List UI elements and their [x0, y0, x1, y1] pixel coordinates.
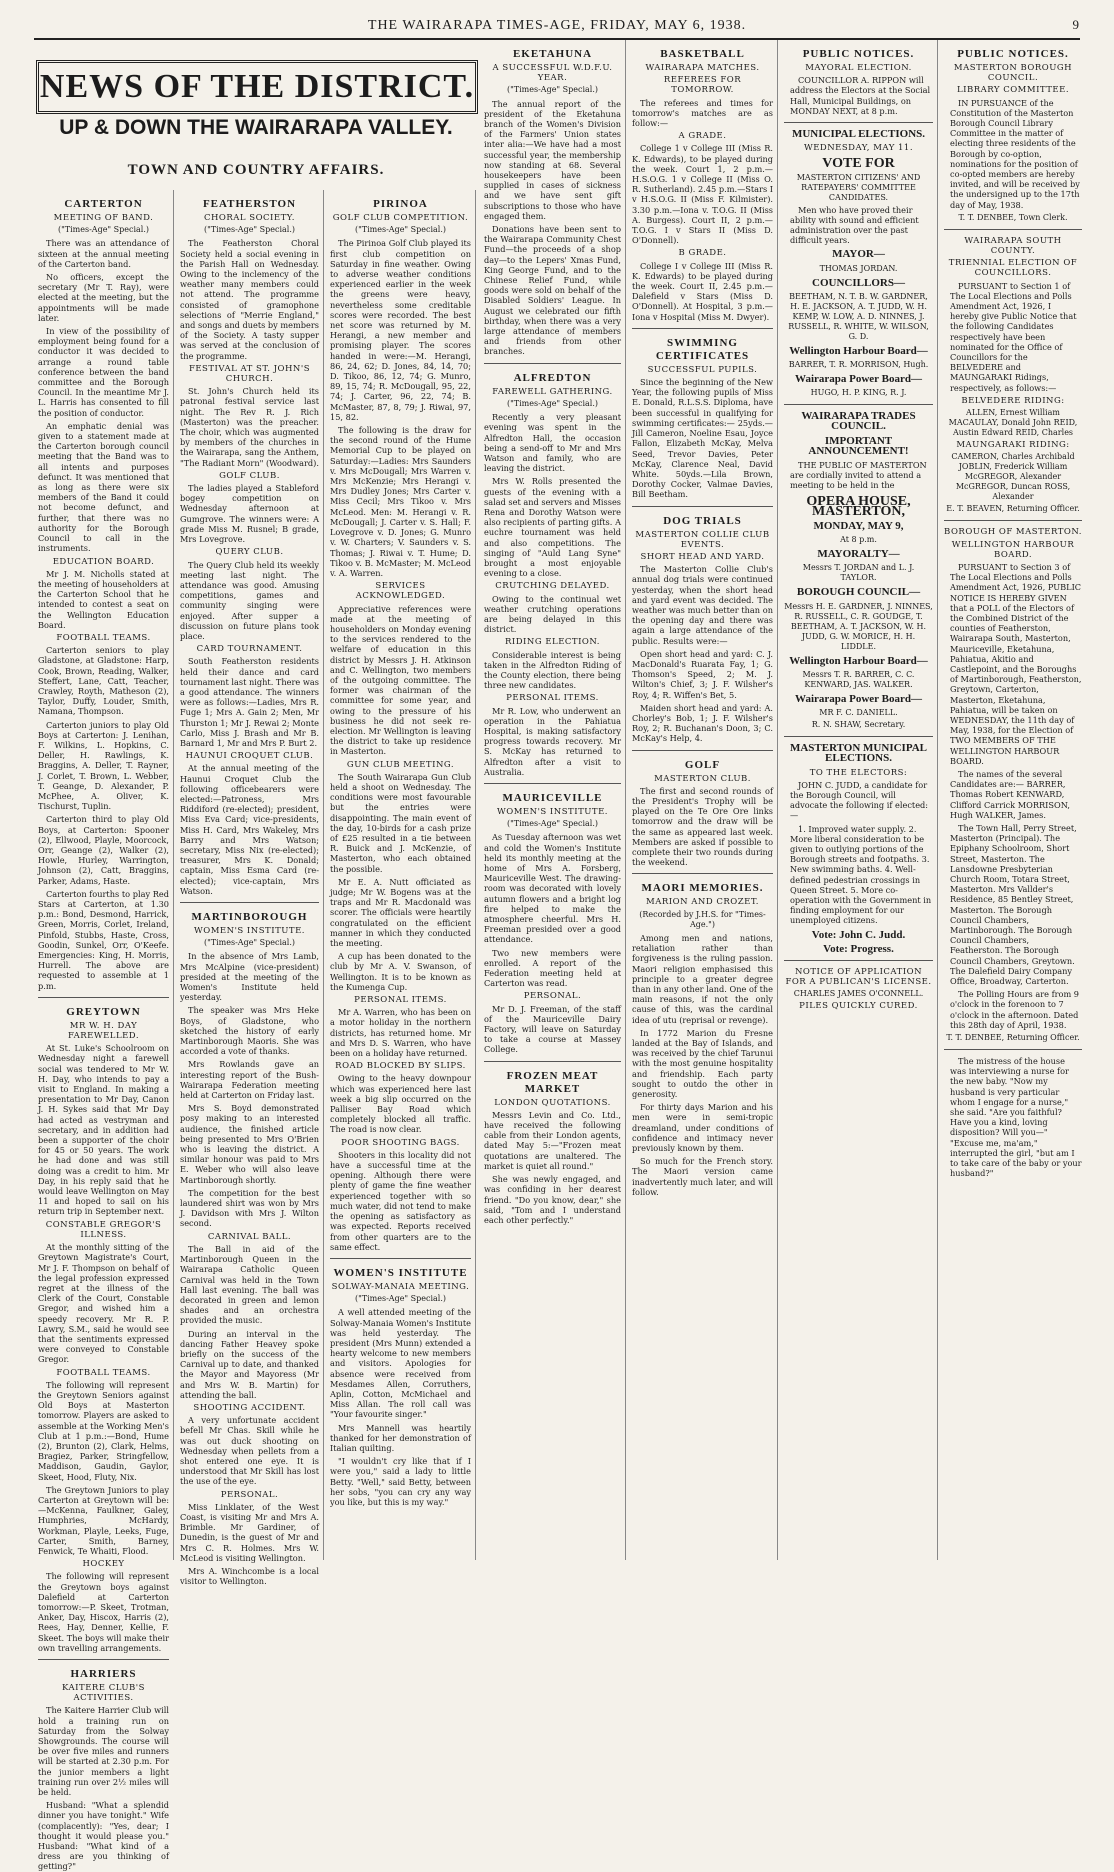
paragraph: The referees and times for tomorrow's matches are as follow:—	[632, 97, 773, 129]
paragraph: College I v College III (Miss R. K. Edwards) to be played during the week. Court II, 2.45 p.m.—Dalefield v Stars (Miss D. O'Donnell). At Hospital, 3 p.m.—Iona v Hospital (Miss M. Dwyer).	[632, 260, 773, 322]
vote-judd: Vote: John C. Judd.	[811, 928, 906, 941]
special-tag: ("Times-Age" Special.)	[506, 819, 599, 829]
heading-dog-trials: DOG TRIALS	[663, 514, 742, 527]
paragraph: The Greytown Juniors to play Carterton at Greytown will be:—McKenna, Faulkner, Galey, Humphries, McHardy, Workman, Playle, Leeks, Fuge, Carter, Smith, Barney, Fenwick, Te Whaiti, Flood.	[38, 1484, 169, 1556]
power-board-heading: Wairarapa Power Board—	[795, 373, 922, 386]
subheading: SHORT HEAD AND YARD.	[640, 551, 765, 562]
paragraph: "I wouldn't cry like that if I were you," said a lady to little Betty. "Well," said Betty, between her sobs, "you can cry any way you like, but this is my way."	[330, 1456, 471, 1507]
special-tag: ("Times-Age" Special.)	[506, 398, 599, 408]
special-tag: ("Times-Age" Special.)	[354, 1294, 447, 1304]
heading-maori-memories: MAORI MEMORIES.	[641, 882, 764, 895]
subheading: FESTIVAL AT ST. JOHN'S CHURCH.	[188, 363, 311, 385]
column-featherston	[176, 190, 324, 1587]
divider	[944, 1049, 1082, 1050]
subheading: HOCKEY	[82, 1559, 125, 1570]
paragraph: In the absence of Mrs Lamb, Mrs McAlpine (vice-president) presided at the meeting of the Women's Institute held yesterday.	[180, 951, 319, 1003]
subheading: MASTERTON BOROUGH COUNCIL.	[953, 63, 1073, 84]
paragraph: Miss Linklater, of the West Coast, is visiting Mr and Mrs A. Brimble. Mr Gardiner, of Dunedin, is the guest of Mr and Mrs C. R. Holmes. Mrs W. McLeod is visiting Wellington.	[180, 1501, 319, 1563]
paragraph: The competition for the best laundered shirt was won by Mrs J. Davidson with Mrs J. Wilton second.	[180, 1187, 319, 1229]
heading-martinborough: MARTINBOROUGH	[191, 911, 308, 923]
paragraph: Two new members were enrolled. A report of the Federation meeting held at Carterton was read.	[484, 947, 621, 989]
subheading: MR W. H. DAY FAREWELLED.	[67, 1020, 140, 1042]
paragraph: Mr A. Warren, who has been on a motor holiday in the northern districts, has returned home. Mr and Mrs D. S. Warren, who have been on a holiday have returned.	[330, 1007, 471, 1059]
heading-swimming: SWIMMING CERTIFICATES	[655, 336, 750, 362]
paragraph: An emphatic denial was given to a statement made at the Carterton borough council meeting that the Band was to all intents and purposes defunct. It was mentioned that as long as there were six members of the Band it could not become defunct, and further, that there was no authority for the Borough Council to call in the instruments.	[38, 420, 169, 554]
subheading: ROAD BLOCKED BY SLIPS.	[335, 1061, 466, 1072]
paragraph: COUNCILLOR A. RIPPON will address the Electors at the Social Hall, Municipal Buildings, on MONDAY NEXT, at 8 p.m.	[790, 75, 931, 116]
riding-names: CAMERON, Charles Archibald JOBLIN, Frederick William McGREGOR, Alexander McGREGOR, Duncan ROSS, Alexander	[951, 452, 1075, 502]
special-tag: ("Times-Age" Special.)	[354, 225, 447, 235]
polling-places: The Town Hall, Perry Street, Masterton (Principal). The Epiphany Schoolroom, Short Street, Masterton. The Lansdowne Presbyterian Church Room, Totara Street, Masterton. Mrs Vallder's Residence, 85 Bentley Street, Masterton. The Borough Council Chambers, Martinborough. The Borough Council Chambers, Featherston. The Borough Council Chambers, Greytown. The Dalefield Dairy Company Office, Broadway, Carterton.	[950, 822, 1077, 987]
paragraph: Carterton fourths to play Red Stars at Carterton, at 1.30 p.m.: Bond, Desmond, Harrick, Green, Morris, Corlet, Ireland, Pinfold, Stubbs, Haste, Cross, Goodin, Sunkel, Orr, O'Keefe. Emergencies: King, H. Morris, Hurrell. The above are requested to assemble at 1 p.m.	[38, 888, 169, 991]
subheading: FOOTBALL TEAMS.	[56, 1367, 151, 1378]
divider	[330, 1258, 471, 1259]
paragraph: South Featherston residents held their dance and card tournament last night. There was a good attendance. The winners were as follows:—Ladies, Mrs R. Fuge 1; Mrs A. Gain 2; Men, Mr Thurston 1; Mr J. Rewai 2; Monte Carlo, Miss J. Brash and Mr B. Barnard 1, Mr and Mrs P. Burt 2.	[180, 656, 319, 748]
harbour-board-names: BARRER, T. R. MORRISON, Hugh.	[788, 360, 929, 370]
paragraph: Maiden short head and yard: A. Chorley's Bob, 1; J. F. Wilsher's Roy, 2; R. Buchanan's Doon, 3; C. McKay's Help, 4.	[632, 702, 773, 744]
signature: E. T. BEAVEN, Returning Officer.	[946, 504, 1080, 514]
mayoralty-names: Messrs T. JORDAN and L. J. TAYLOR.	[802, 563, 915, 583]
paragraph: Recently a very pleasant evening was spent in the Alfredton Hall, the occasion being a send-off to Mr and Mrs Watson and family, who are leaving the district.	[484, 412, 621, 474]
paragraph: In view of the possibility of employment being found for a conductor it was decided to arrange a round table conference between the band committee and the Borough Council. In the meantime Mr J. L. Harris has consented to fill the position of conductor.	[38, 326, 169, 418]
news-banner: NEWS OF THE DISTRICT.	[36, 60, 478, 114]
mayoralty-heading: MAYORALTY—	[817, 548, 900, 561]
paragraph: Mr R. Low, who underwent an operation in the Pahiatua Hospital, is making satisfactory progress towards recovery. Mr S. McKay has returned to Alfredton after a visit to Australia.	[484, 705, 621, 777]
subheading: CONSTABLE GREGOR'S ILLNESS.	[45, 1219, 162, 1240]
riding-heading: BELVEDERE RIDING:	[961, 395, 1065, 406]
subheading: CARD TOURNAMENT.	[196, 644, 303, 655]
paragraph: Men who have proved their ability with sound and efficient administration over the past difficult years.	[790, 204, 919, 246]
subheading: A GRADE.	[678, 131, 727, 142]
heading-eketahuna: EKETAHUNA	[512, 48, 593, 60]
paragraph: Owing to the continual wet weather crutching operations are being delayed in this district.	[484, 593, 621, 635]
column-public-notices	[780, 40, 938, 1560]
column-public-notices-2	[940, 40, 1086, 1560]
subheading: MASTERTON COLLIE CLUB EVENTS.	[635, 529, 770, 550]
subheading: MASTERTON CLUB.	[654, 773, 751, 784]
subheading: BOROUGH OF MASTERTON.	[944, 527, 1082, 538]
paragraph: PURSUANT to Section 3 of The Local Elections and Polls Amendment Act, 1926, PUBLIC NOTICE IS HEREBY GIVEN that a POLL of the Electors of the Combined District of the counties of Featherston, Wairarapa South, Masterton, Mauriceville, Eketahuna, Pahiatua, Akitio and Castlepoint, and the Boroughs of Martinborough, Featherston, Greytown, Carterton, Masterton, Eketahuna, Pahiatua, will be taken on WEDNESDAY, the 11th day of May, 1938, for the Election of TWO MEMBERS OF THE WELLINGTON HARBOUR BOARD.	[950, 561, 1082, 766]
divider	[632, 328, 773, 329]
masthead-title: THE WAIRARAPA TIMES-AGE, FRIDAY, MAY 6, 1938.	[367, 18, 747, 33]
divider	[632, 873, 773, 874]
paragraph: PURSUANT to Section 1 of The Local Elections and Polls Amendment Act, 1926, I hereby give Public Notice that the following Candidates respectively have been nominated for the Office of Councillors for the BELVEDERE and MAUNGARAKI Ridings, respectively, as follows:—	[950, 280, 1077, 393]
sub-banner: UP & DOWN THE WAIRARAPA VALLEY.	[59, 116, 453, 139]
column-eketahuna	[480, 40, 626, 1560]
paragraph: The names of the several Candidates are:— BARRER, Thomas Robert KENWARD, Clifford Carrick MORRISON, Hugh WALKER, James.	[950, 768, 1070, 820]
paragraph: At the monthly sitting of the Greytown Magistrate's Court, Mr J. F. Thompson on behalf of the legal profession expressed regret at the illness of the Clerk of the Court, Constable Gregor, and wished him a speedy recovery. Mr R. P. Lawry, S.M., said he would see that the sentiments expressed were conveyed to Constable Gregor.	[38, 1242, 169, 1365]
harbour-board-names-2: Messrs T. R. BARRER, C. C. KENWARD, JAS. WALKER.	[802, 669, 915, 689]
paragraph: THE PUBLIC OF MASTERTON are cordially invited to attend a meeting to be held in the	[790, 460, 927, 491]
harbour-board-heading: Wellington Harbour Board—	[789, 344, 928, 357]
meeting-date: MONDAY, MAY 9,	[813, 520, 904, 533]
subheading: MEETING OF BAND.	[53, 213, 154, 223]
to-electors: TO THE ELECTORS:	[809, 767, 908, 778]
paragraph: Mr E. A. Nutt officiated as judge; Mr W. Bogens was at the traps and Mr R. Macdonald was scorer. The officials were heartily congratulated on the efficient manner in which they conducted the meeting.	[330, 876, 471, 949]
subheading: GOLF CLUB.	[219, 470, 280, 481]
subheading: B GRADE.	[678, 248, 727, 259]
heading-golf: GOLF	[684, 758, 721, 771]
paragraph: Carterton seniors to play Gladstone, at Gladstone: Harp, Cook, Brown, Reading, Walker, Steffert, Lane, Catt, Teacher, Crawley, Royth, Matheson (2), Taylor, Duffy, Louder, Smith, Namana, Thompson.	[38, 645, 169, 717]
riding-heading: MAUNGARAKI RIDING:	[956, 440, 1070, 451]
subheading: KAITERE CLUB'S ACTIVITIES.	[62, 1683, 145, 1704]
mayor-name: THOMAS JORDAN.	[819, 263, 898, 273]
paragraph: Appreciative references were made at the meeting of householders on Monday evening to the services rendered to the welfare of education in this district by Messrs J. H. Atkinson and C. Wellington, two members of the outgoing committee. The former was chairman of the committee for some year, and owing to the pressure of his business he did not seek re-election. Mr Wellington is leaving the district to take up residence in Masterton.	[330, 603, 471, 757]
paragraph: She was newly engaged, and was confiding in her dearest friend. "Do you know, dear," she said, "Tom and I understand each other perfectly."	[484, 1174, 621, 1225]
paragraph: A well attended meeting of the Solway-Manaia Women's Institute was held yesterday. The president (Mrs Munn) extended a hearty welcome to new members and visitors. Apologies for absence were received from Mesdames Allen, Corruthers, Aplin, Cotton, McMichael and Miss Allan. The roll call was "Your favourite singer."	[330, 1307, 472, 1420]
paragraph: Donations have been sent to the Wairarapa Community Chest Fund—the proceeds of a shop day—to the Lepers' Xmas Fund, King George Fund, and to the Chinese Relief Fund, while goods were sold on behalf of the Disabled Soldiers' League. In August we celebrated our fifth birthday, when there was a very large attendance of members and friends from other branches.	[484, 224, 621, 357]
paragraph: Mrs Rowlands gave an interesting report of the Bush-Wairarapa Federation meeting held at Carterton on Friday last.	[180, 1059, 319, 1101]
paragraph: The speaker was Mrs Heke Boys, of Gladstone, who sketched the history of early Martinborough Maoris. She was accorded a vote of thanks.	[180, 1005, 319, 1057]
subheading: SOLWAY-MANAIA MEETING.	[331, 1281, 470, 1292]
paragraph: At the annual meeting of the Haunui Croquet Club the following officebearers were elected:—Patroness, Mrs Riddiford (re-elected); president, Miss Eva Card; vice-presidents, Miss H. Card, Mrs Wakeley, Mrs Barry and Mrs Watson; secretary, Miss Nix (re-elected); treasurer, Mrs K. Donald; captain, Miss Esma Card (re-elected); vice-captain, Mrs Watson.	[180, 763, 319, 896]
subheading: TRIENNIAL ELECTION OF COUNCILLORS.	[948, 258, 1078, 279]
subheading: LONDON QUOTATIONS.	[494, 1097, 611, 1108]
subheading: CRUTCHING DELAYED.	[495, 581, 610, 592]
signature: CHARLES JAMES O'CONNELL.	[793, 989, 924, 999]
harbour-board-heading-2: Wellington Harbour Board—	[789, 654, 928, 667]
paragraph: As Tuesday afternoon was wet and cold the Women's Institute held its monthly meeting at the home of Mrs A. Forsberg, Mauriceville West. The drawing-room was decorated with lovely autumn flowers and a bright log fire helped to make the atmosphere cheerful. Mrs H. Freeman presided over a good attendance.	[484, 832, 621, 945]
paragraph: At St. Luke's Schoolroom on Wednesday night a farewell social was tendered to Mr W. H. Day, who intends to pay a visit to England. In making a presentation to Mr Day, Canon J. H. Sykes said that Mr Day had acted as vestryman and secretary, and in addition had been a supporter of the choir for 45 or 50 years. The work he had done and was still doing was a credit to him. Mr Day, in his reply said that he would leave Wellington on May 11 and hoped to sail on his return trip in September next.	[38, 1043, 169, 1217]
paragraph: For thirty days Marion and his men were in semi-tropic dreamland, under conditions of confidence and intimacy never previously known by them.	[632, 1102, 773, 1154]
paragraph: A very unfortunate accident befell Mr Chas. Skill while he was out duck shooting on Wednesday when pellets from a shot entered one eye. It is understood that Mr Skill has lost the use of the eye.	[180, 1415, 319, 1487]
subheading: LIBRARY COMMITTEE.	[956, 85, 1070, 96]
paragraph: The South Wairarapa Gun Club held a shoot on Wednesday. The conditions were most favourable but the entries were disappointing. The main event of the day, 10-birds for a cash prize of £25 resulted in a tie between R. Buick and J. McKenzie, of Masterton, who each obtained the possible.	[330, 771, 471, 874]
paragraph: Among men and nations, retaliation rather than forgiveness is the ruling passion. Maori religion emphasised this principle to a greater degree than in any other land. One of the main reasons, if not the only cause of this, was the cardinal idea of utu (reprisal or revenge).	[632, 933, 773, 1025]
masthead	[34, 14, 1080, 40]
subheading: HAUNUI CROQUET CLUB.	[185, 751, 314, 762]
heading-featherston: FEATHERSTON	[202, 198, 297, 210]
divider	[484, 1061, 621, 1062]
heading-pirinoa: PIRINOA	[373, 198, 428, 210]
power-board-heading-2: Wairarapa Power Board—	[795, 692, 922, 705]
paragraph: Since the beginning of the New Year, the following pupils of Miss E. Donald, R.L.S.S. Diploma, have been successful in qualifying for swimming certificates:— 25yds.—Jill Cameron, Noeline Esau, Joyce Fallon, Elizabeth McKay, Melva Seed, Trevor Davies, Peter McKay, Clarence Neal, David White. 50yds.—Lila Brown, Dorothy Cocker, Valmae Davies, Bill Beetham.	[632, 377, 773, 500]
paragraph: Mrs W. Rolls presented the guests of the evening with a salad set and servers and Misses Rena and Dorothy Watson were also recipients of parting gifts. A euchre tournament was held and also competitions. The singing of "Auld Lang Syne" brought a most enjoyable evening to a close.	[484, 476, 621, 579]
divider	[38, 1659, 169, 1660]
riding-names: ALLEN, Ernest William MACAULAY, Donald John REID, Austin Edward REID, Charles	[948, 408, 1078, 438]
power-board-names-2: MR F. C. DANIELL.	[819, 708, 898, 718]
license-notice: NOTICE OF APPLICATION FOR A PUBLICAN'S LICENSE.	[785, 966, 932, 988]
opera-house: OPERA HOUSE, MASTERTON,	[806, 493, 911, 519]
subheading: RIDING ELECTION.	[504, 637, 600, 648]
divider	[784, 404, 933, 405]
divider	[944, 520, 1082, 521]
paragraph: The Query Club held its weekly meeting last night. The attendance was good. Amusing competitions, games and community singing were enjoyed. After supper a discussion on future plans took place.	[180, 559, 319, 641]
paragraph: During an interval in the dancing Father Heavey spoke briefly on the success of the Carnival up to date, and thanked the Mayor and Mayoress (Mr and Mrs W. B. Martin) for attending the ball.	[180, 1328, 319, 1400]
paragraph: In 1772 Marion du Fresne landed at the Bay of Islands, and was received by the chief Tarunui with the most genuine hospitality and friendship. Each party sought to outdo the other in generosity.	[632, 1027, 773, 1100]
paragraph: The Polling Hours are from 9 o'clock in the forenoon to 7 o'clock in the afternoon. Dated this 28th day of April, 1938.	[950, 989, 1080, 1030]
divider	[180, 902, 319, 903]
divider	[784, 960, 933, 961]
piles-advert: PILES QUICKLY CURED.	[799, 1001, 918, 1012]
heading-public-notices: PUBLIC NOTICES.	[957, 48, 1069, 60]
special-tag: ("Times-Age" Special.)	[203, 938, 296, 948]
divider	[484, 783, 621, 784]
heading-harriers: HARRIERS	[70, 1668, 137, 1681]
borough-council-heading: BOROUGH COUNCIL—	[796, 586, 921, 599]
paragraph: The Featherston Choral Society held a social evening in the Parish Hall on Wednesday. Owing to the inclemency of the weather many members could not attend. The programme consisted of gramophone selections of "Merrie England," and songs and duets by members of the Society. A tasty supper was served at the conclusion of the programme.	[180, 238, 319, 361]
vote-for: VOTE FOR	[822, 156, 895, 172]
paragraph: There was an attendance of sixteen at the annual meeting of the Carterton band.	[38, 238, 169, 269]
councillors-heading: COUNCILLORS—	[812, 276, 905, 289]
heading-carterton: CARTERTON	[64, 198, 143, 210]
divider	[784, 122, 933, 123]
special-tag: ("Times-Age" Special.)	[506, 85, 599, 95]
column-pirinoa	[326, 190, 476, 1560]
paragraph: The following will represent the Greytown boys against Dalefield at Carterton tomorrow:—P. Skeet, Trotman, Anker, Day, Hiscox, Harris (2), Rees, Hay, Denner, Kellie, F. Skeet. The boys will make their own travelling arrangements.	[38, 1571, 169, 1653]
subheading: CHORAL SOCIETY.	[203, 213, 295, 223]
subheading: GUN CLUB MEETING.	[346, 759, 455, 770]
subheading: WOMEN'S INSTITUTE.	[194, 926, 305, 936]
subheading: FOOTBALL TEAMS.	[56, 632, 151, 643]
special-tag: ("Times-Age" Special.)	[57, 225, 150, 235]
paragraph: St. John's Church held its patronal festival service last night. The Rev R. J. Rich (Masterton) was the preacher. The choir, which was augmented by members of the churches in the Wairarapa, sang the Anthem, "The Radiant Morn" (Woodward).	[180, 386, 319, 468]
paragraph: Mr J. M. Nicholls stated at the meeting of householders at the Carterton School that he intended to contest a seat on the Wellington Education Board.	[38, 568, 169, 630]
section-title: TOWN AND COUNTRY AFFAIRS.	[127, 162, 385, 178]
paragraph: Mrs A. Winchcombe is a local visitor to Wellington.	[180, 1565, 319, 1587]
subheading: A SUCCESSFUL W.D.F.U. YEAR.	[492, 63, 613, 84]
subheading: SERVICES ACKNOWLEDGED.	[355, 581, 446, 602]
divider	[784, 736, 933, 737]
paragraph: Shooters in this locality did not have a successful time at the opening. Although there were plenty of game the fine weather experienced together with so much water, did not tend to make the opening as satisfactory as was expected. Reports received from other quarters are to the same effect.	[330, 1149, 471, 1252]
mayor-heading: MAYOR—	[832, 248, 885, 261]
councillor-names: BEETHAM, N. T. B. W. GARDNER, H. E. JACKSON, A. T. JUDD, W. H. KEMP, W. LOW, A. D. NINNES, J. RUSSELL, R. WHITE, W. WILSON, G. D.	[788, 291, 929, 341]
signature: R. N. SHAW, Secretary.	[811, 720, 906, 730]
paragraph: A cup has been donated to the club by Mr A. V. Swanson, of Wellington. It is to be known as the Kumenga Cup.	[330, 951, 471, 992]
vote-progress: Vote: Progress.	[823, 942, 894, 955]
paragraph: College 1 v College III (Miss R. K. Edwards), to be played during the week. Court 1, 2 p.m.—H.S.O.G. 1 v College II (Miss O. R. Sutherland). 2.45 p.m.—Stars I v H.S.O.G. II (Miss F. Kilmister). 3.30 p.m.—Iona v. T.O.G. II (Miss A. Burgess). Court II, 2 p.m.—T.O.G. I v Stars II (Miss D. O'Donnell).	[632, 143, 773, 246]
divider	[632, 750, 773, 751]
subheading: PERSONAL.	[220, 1489, 279, 1500]
power-board-names: HUGO, H. P. KING, R. J.	[810, 388, 907, 398]
paragraph: Carterton third to play Old Boys, at Carterton: Spooner (2), Ellwood, Playle, Moorcock, Orr, Geange (2), Walker (2), Howle, Hurley, Warrington, Johnson (2), Catt, Braggins, Parker, Adams, Haste.	[38, 814, 169, 886]
subheading: PERSONAL ITEMS.	[354, 995, 447, 1006]
paragraph: Messrs Levin and Co. Ltd., have received the following cable from their London agents, dated May 5:—"Frozen meat quotations are unaltered. The market is quiet all round."	[484, 1109, 621, 1171]
subheading: WOMEN'S INSTITUTE.	[497, 807, 608, 817]
signature: T. T. DENBEE, Returning Officer.	[946, 1033, 1080, 1043]
paragraph: The following is the draw for the second round of the Hume Memorial Cup to be played on Saturday:—Ladies: Mrs Saunders v. Mrs McDougall; Mrs Warren v. Mrs McKenzie; Mrs Herangi v. Mrs Dudley Jones; Mrs Carter v. Miss Cecil; Mrs Tikoo v. Mrs McLeod. Men: M. Herangi v. R. McDougall; J. Carter v. S. Hall; F. Lovegrove v. D. Jones; G. Munro v. W. Charters; V. Saunders v. S. Thomas; J. Riwai v. T. Hume; D. Tikoo v. B. McMaster; M. McLeod v. A. Warren.	[330, 425, 471, 578]
paragraph: Mrs Mannell was heartily thanked for her demonstration of Italian quilting.	[330, 1422, 471, 1453]
paragraph: Owing to the heavy downpour which was experienced here last week a big slip occurred on the Palliser Bay Road which completely blocked all traffic. The road is now clear.	[330, 1073, 471, 1135]
paragraph: The Masterton Collie Club's annual dog trials were continued yesterday, when the short head and yard event was decided. The weather was much better than on the opening day and there was again a large attendance of the public. Results were:—	[632, 564, 773, 646]
subheading: WELLINGTON HARBOUR BOARD.	[951, 539, 1075, 560]
masterton-municipal-elections: MASTERTON MUNICIPAL ELECTIONS.	[789, 742, 928, 765]
paragraph: So much for the French story. The Maori version came inadvertently much later, and will follow.	[632, 1156, 773, 1197]
important-announcement: IMPORTANT ANNOUNCEMENT!	[808, 434, 909, 457]
paragraph: The ladies played a Stableford bogey competition on Wednesday afternoon at Gumgrove. The winners were: A grade Miss M. Rusnel; B grade, Mrs Lovegrove.	[180, 483, 319, 545]
heading-basketball: BASKETBALL	[660, 48, 745, 60]
credit-line: (Recorded by J.H.S. for "Times-Age.")	[639, 909, 766, 929]
special-tag: ("Times-Age" Special.)	[203, 225, 296, 235]
subheading: REFEREES FOR TOMORROW.	[663, 75, 742, 96]
election-date: WEDNESDAY, MAY 11.	[803, 143, 914, 154]
paragraph: No officers, except the secretary (Mr T. Ray), were elected at the meeting, but the appointments will be made later.	[38, 272, 169, 323]
subheading: FAREWELL GATHERING.	[492, 386, 613, 397]
subheading: POOR SHOOTING BAGS.	[341, 1137, 460, 1148]
paragraph: Carterton juniors to play Old Boys at Carterton: J. Lenihan, F. Wilkins, L. Hopkins, C. Deller, H. Rawlings, K. Braggins, A. Deller, T. Rayner, J. Corlet, T. Brown, L. Webber, T. Geange, D. Alexander, P. McPhee, A. Oliver, K. Tischurst, Tuplin.	[38, 719, 169, 812]
borough-council-names: Messrs H. E. GARDNER, J. NINNES, R. RUSSELL, C. R. GOUDGE, T. BEETHAM, A. T. JACKSON, W. H. JUDD, G. W. MORICE, H. H. LIDDLE.	[784, 601, 933, 651]
paragraph: The Pirinoa Golf Club played its first club competition on Saturday in fine weather. Owing to adverse weather conditions experienced earlier in the week the greens were heavy, nevertheless some creditable scores were recorded. The best net score was returned by M. Herangi, a new member and promising player. The scores handed in were:—M. Herangi, 86, 24, 62; D. Jones, 84, 14, 70; D. Tikoo, 86, 12, 74; G. Munro, 89, 15, 74; R. McDougall, 95, 22, 74; J. Carter, 96, 22, 74; B. McMaster, 87, 8, 79; J. Riwai, 97, 15, 82.	[330, 238, 471, 422]
paragraph: The mistress of the house was interviewing a nurse for the new baby. "Now my husband is very particular whom I engage for a nurse," she said. "Are you faithful? Have you a kind, loving disposition? Will you—" "Excuse me, ma'am," interrupted the girl, "but am I to take care of the baby or your husband?"	[950, 1056, 1082, 1179]
paragraph: Husband: "What a splendid dinner you have tonight." Wife (complacently): "Yes, dear; I thought it would please you." Husband: "What kind of a dress are you thinking of getting?"	[38, 1800, 169, 1872]
heading-frozen-meat: FROZEN MEAT MARKET	[506, 1069, 599, 1095]
heading-womens-institute: WOMEN'S INSTITUTE	[333, 1266, 468, 1279]
paragraph: JOHN C. JUDD, a candidate for the Borough Council, will advocate the following if elected:—	[790, 779, 929, 821]
heading-greytown: GREYTOWN	[66, 1005, 141, 1018]
paragraph: Mrs S. Boyd demonstrated posy making to an interested audience, the finished article being presented to Mrs O'Brien who is leaving the district. A similar honour was paid to Mrs E. Weber who will also leave Martinborough shortly.	[180, 1103, 319, 1185]
paragraph: Mr D. J. Freeman, of the staff of the Mauriceville Dairy Factory, will leave on Saturday to take a course at Massey College.	[484, 1003, 621, 1055]
heading-alfredton: ALFREDTON	[513, 371, 592, 384]
paragraph: The Ball in aid of the Martinborough Queen in the Wairarapa Catholic Queen Carnival was held in the Town Hall last evening. The ball was decorated in green and lemon shades and an orchestra provided the music.	[180, 1243, 319, 1326]
subheading: PERSONAL ITEMS.	[506, 693, 599, 704]
paragraph: The Kaitere Harrier Club will hold a training run on Saturday from the Solway Showgrounds. The course will be over five miles and runners will be started at 2.30 p.m. For the junior members a light training run over 2½ miles will be held.	[38, 1705, 169, 1798]
paragraph: Considerable interest is being taken in the Alfredton Riding of the County election, there being three new candidates.	[484, 649, 621, 691]
subheading: SUCCESSFUL PUPILS.	[647, 364, 758, 375]
divider	[632, 506, 773, 507]
heading-mauriceville: MAURICEVILLE	[502, 792, 603, 804]
subheading: WAIRARAPA SOUTH COUNTY.	[964, 235, 1062, 257]
divider	[38, 997, 169, 998]
meeting-time: At 8 p.m.	[840, 535, 877, 545]
subheading: MAYORAL ELECTION.	[805, 63, 912, 73]
subheading: EDUCATION BOARD.	[52, 556, 155, 567]
paragraph: The following will represent the Greytown Seniors against Old Boys at Masterton tomorrow. Players are asked to assemble at the Working Men's Club at 1 p.m.:—Bond, Hume (2), Brunton (2), Clark, Helms, Bragiez, Parker, Stringfellow, Maddison, Gaudin, Gaylor, Skeet, Hood, Fluty, Nix.	[38, 1379, 169, 1482]
subheading: MARION AND CROZET.	[646, 897, 759, 908]
subheading: WAIRARAPA MATCHES.	[645, 63, 760, 73]
column-carterton	[34, 190, 174, 1872]
subheading: PERSONAL.	[523, 991, 582, 1002]
paragraph: The annual report of the president of the Eketahuna branch of the Women's Division of the Farmers' Union states inter alia:—We have had a most successful year, the membership now standing at 68. Several housekeepers have been supplied in cases of sickness and we have sent gift subscriptions to those who have engaged them.	[484, 98, 621, 221]
paragraph: IN PURSUANCE of the Constitution of the Masterton Borough Council Library Committee in the matter of electing three residents of the Borough by co-option, nominations for the position of co-opted members are hereby invited, and will be received by the undersigned up to the 17th day of May, 1938.	[950, 97, 1080, 210]
subheading: CARNIVAL BALL.	[207, 1231, 292, 1242]
trades-council-title: WAIRARAPA TRADES COUNCIL.	[801, 410, 916, 433]
paragraph: Open short head and yard: C. J. MacDonald's Ruarata Fay, 1; G. Thomson's Speed, 2; M. J. Wilton's Chief, 3; J. F. Wilsher's Roy, 4; R. Wiffen's Bet, 5.	[632, 648, 773, 700]
policy-list: 1. Improved water supply. 2. More liberal consideration to be given to outlying portions of the Borough streets and footpaths. 3. New swimming baths. 4. Well-defined pedestrian crossings in Queen Street. 5. More co-operation with the Government in finding employment for our unemployed citizens.	[790, 823, 932, 926]
column-sports	[628, 40, 778, 1560]
committee-name: MASTERTON CITIZENS' AND RATEPAYERS' COMMITTEE CANDIDATES.	[796, 172, 921, 202]
municipal-elections-title: MUNICIPAL ELECTIONS.	[791, 128, 926, 141]
subheading: QUERY CLUB.	[215, 547, 284, 558]
subheading: GOLF CLUB COMPETITION.	[332, 213, 469, 223]
page-number: 9	[1072, 17, 1080, 32]
signature: T. T. DENBEE, Town Clerk.	[958, 212, 1068, 222]
paragraph: The first and second rounds of the President's Trophy will be played on the Te Ore Ore links tomorrow and the draw will be the same as appeared last week. Members are asked if possible to complete their two rounds during the weekend.	[632, 785, 773, 868]
divider	[944, 229, 1082, 230]
heading-public-notices: PUBLIC NOTICES.	[802, 48, 915, 60]
divider	[484, 363, 621, 364]
subheading: SHOOTING ACCIDENT.	[193, 1402, 306, 1413]
